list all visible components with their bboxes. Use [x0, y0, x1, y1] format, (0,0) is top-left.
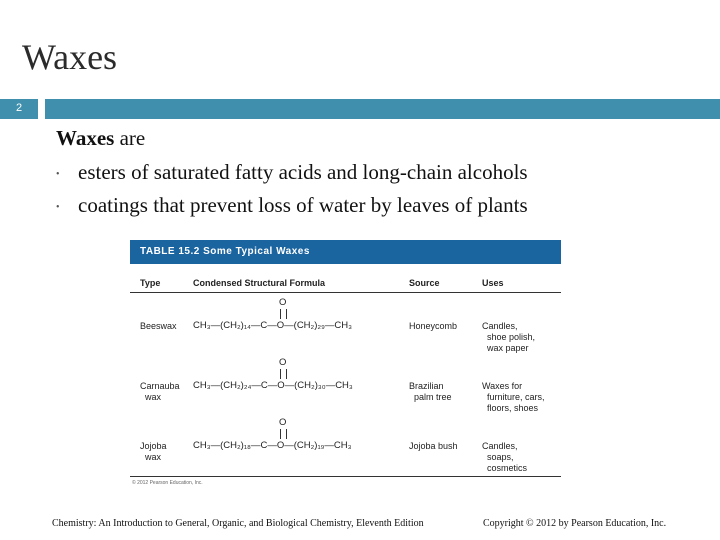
table-bottom-rule	[130, 476, 561, 477]
col-header-type: Type	[140, 278, 161, 288]
bullet-item	[56, 193, 528, 218]
table-credit: © 2012 Pearson Education, Inc.	[132, 480, 203, 486]
row-source: Brazilian palm tree	[409, 381, 452, 402]
row-uses: Waxes for furniture, cars, floors, shoes	[482, 381, 545, 413]
carbonyl-o: O	[279, 297, 287, 308]
double-bond	[280, 369, 287, 379]
table-title-bar	[130, 240, 561, 264]
row-formula: CH₃—(CH₂)₁₄—C—O—(CH₂)₂₉—CH₃	[193, 320, 352, 331]
row-uses: Candles, shoe polish, wax paper	[482, 321, 536, 353]
slide-number-box	[0, 99, 38, 119]
row-type: Carnauba wax	[140, 381, 180, 402]
row-formula: CH₃—(CH₂)₁₈—C—O—(CH₂)₁₉—CH₃	[193, 440, 352, 451]
row-source: Jojoba bush	[409, 441, 458, 451]
col-header-uses: Uses	[482, 278, 504, 288]
slide-title: Waxes	[22, 37, 118, 77]
waxes-table	[130, 240, 561, 492]
carbonyl-o: O	[279, 417, 287, 428]
table-rule	[130, 292, 561, 293]
bullet-item	[56, 160, 528, 185]
intro-rest: are	[114, 126, 146, 150]
double-bond	[280, 429, 287, 439]
row-type: Jojoba wax	[140, 441, 167, 462]
row-type: Beeswax	[140, 321, 177, 331]
bullet-text: coatings that prevent loss of water by leaves of plants	[78, 193, 528, 217]
intro-bold: Waxes	[56, 126, 115, 150]
carbonyl-o: O	[279, 357, 287, 368]
slide-number: 2	[16, 102, 23, 114]
title-underline-bar	[45, 99, 720, 119]
row-formula: CH₃—(CH₂)₂₄—C—O—(CH₂)₃₀—CH₃	[193, 380, 353, 391]
row-source: Honeycomb	[409, 321, 458, 331]
table-title: TABLE 15.2 Some Typical Waxes	[140, 246, 310, 257]
bullet-icon: •	[56, 168, 60, 180]
intro-text	[56, 126, 145, 151]
col-header-source: Source	[409, 278, 440, 288]
footer-book-title: Chemistry: An Introduction to General, Organic, and Biological Chemistry, Eleventh Edition	[52, 518, 424, 529]
row-uses: Candles, soaps, cosmetics	[482, 441, 528, 473]
footer-copyright: Copyright © 2012 by Pearson Education, Inc.	[483, 518, 667, 529]
bullet-icon: •	[56, 201, 60, 213]
bullet-text: esters of saturated fatty acids and long-chain alcohols	[78, 160, 528, 184]
col-header-formula: Condensed Structural Formula	[193, 278, 326, 288]
double-bond	[280, 309, 287, 319]
